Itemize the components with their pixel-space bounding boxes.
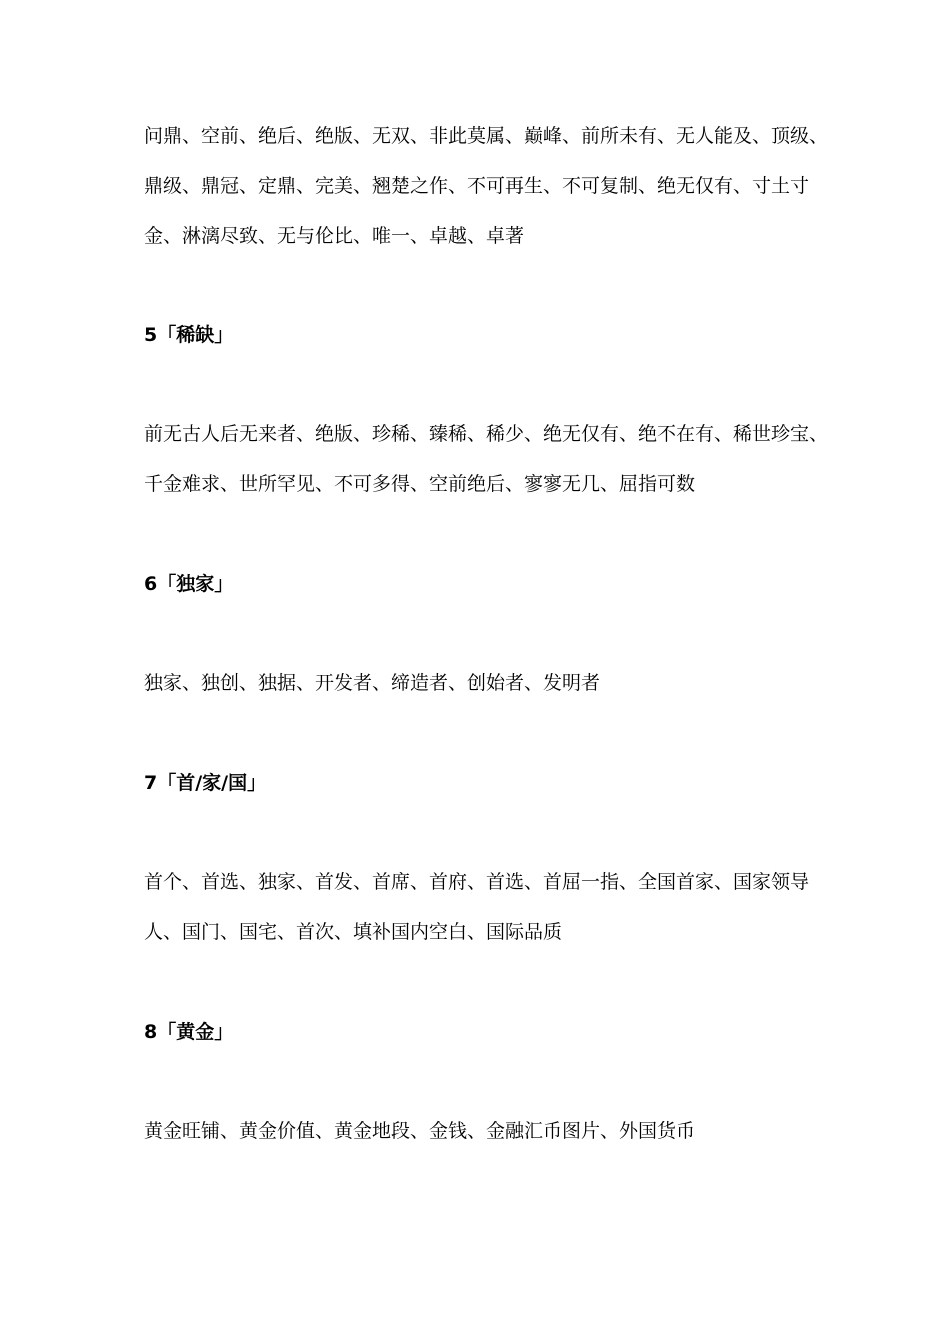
section-heading-exclusive: 6「独家」 xyxy=(144,573,234,595)
section-heading-first: 7「首/家/国」 xyxy=(144,772,267,794)
paragraph-line: 人、国门、国宅、首次、填补国内空白、国际品质 xyxy=(144,921,563,943)
paragraph-line: 金、淋漓尽致、无与伦比、唯一、卓越、卓著 xyxy=(144,225,525,247)
paragraph-line: 独家、独创、独据、开发者、缔造者、创始者、发明者 xyxy=(144,672,601,694)
gold-paragraph xyxy=(144,1106,812,1156)
scarce-paragraph xyxy=(144,409,829,509)
paragraph-line: 千金难求、世所罕见、不可多得、空前绝后、寥寥无几、屈指可数 xyxy=(144,473,696,495)
paragraph-line: 问鼎、空前、绝后、绝版、无双、非此莫属、巅峰、前所未有、无人能及、顶级、 xyxy=(144,125,829,147)
paragraph-line: 首个、首选、独家、首发、首席、首府、首选、首屈一指、全国首家、国家领导 xyxy=(144,871,810,893)
first-paragraph xyxy=(144,857,812,957)
section-heading-gold: 8「黄金」 xyxy=(144,1021,234,1043)
paragraph-line: 前无古人后无来者、绝版、珍稀、臻稀、稀少、绝无仅有、绝不在有、稀世珍宝、 xyxy=(144,423,829,445)
exclusive-paragraph xyxy=(144,658,812,708)
section-heading-scarce: 5「稀缺」 xyxy=(144,324,234,346)
paragraph-line: 黄金旺铺、黄金价值、黄金地段、金钱、金融汇币图片、外国货币 xyxy=(144,1120,696,1142)
paragraph-line: 鼎级、鼎冠、定鼎、完美、翘楚之作、不可再生、不可复制、绝无仅有、寸土寸 xyxy=(144,175,810,197)
intro-paragraph xyxy=(144,111,829,261)
